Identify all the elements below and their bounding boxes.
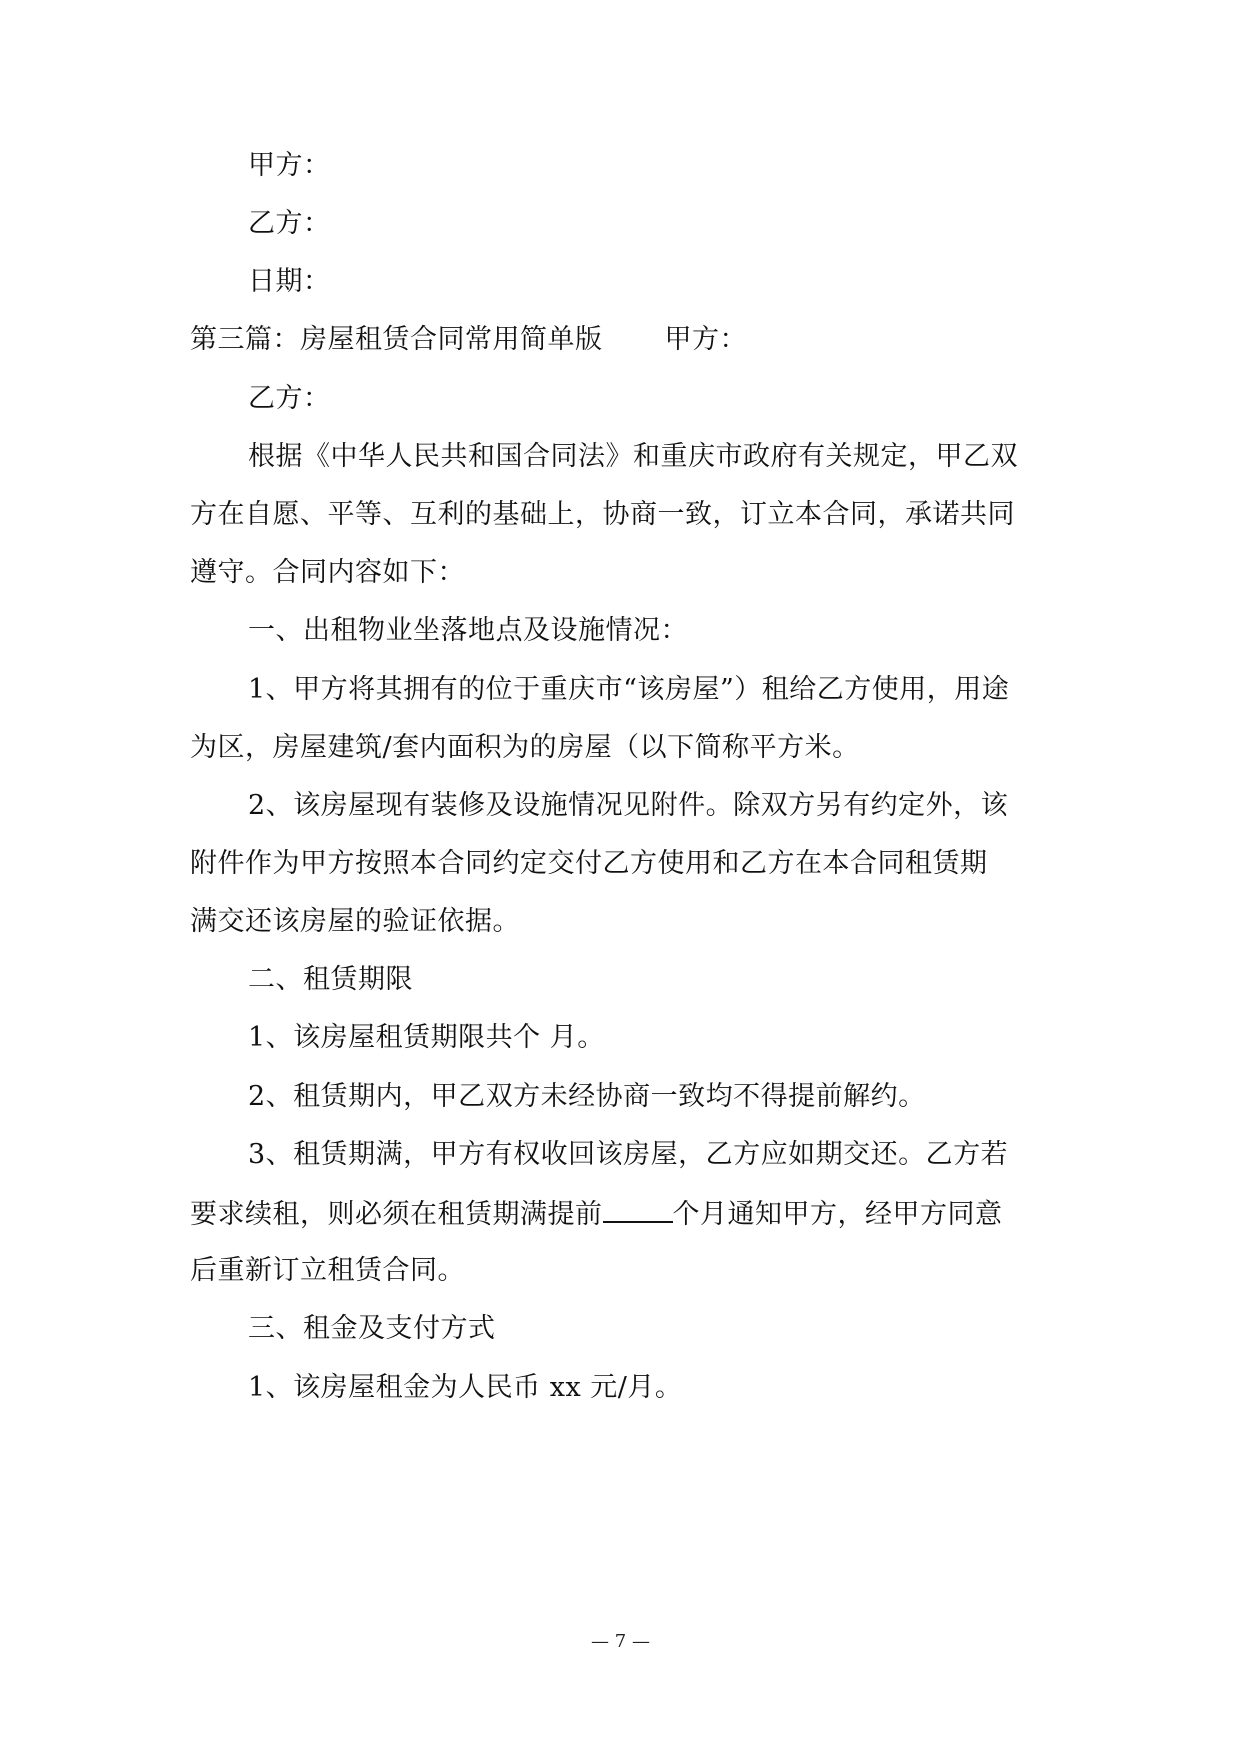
paragraph-line: 附件作为甲方按照本合同约定交付乙方使用和乙方在本合同租赁期: [190, 848, 988, 879]
paragraph-line: 方在自愿、平等、互利的基础上，协商一致，订立本合同，承诺共同: [190, 499, 1015, 530]
section-heading-line: [190, 320, 1070, 360]
paragraph-line: 1、该房屋租金为人民币 xx 元/月。: [248, 1372, 683, 1403]
paragraph-line: 为区，房屋建筑/套内面积为的房屋（以下简称平方米。: [190, 732, 860, 763]
paragraph-line: 1、该房屋租赁期限共个 月。: [248, 1022, 605, 1053]
paragraph-line: 2、该房屋现有装修及设施情况见附件。除双方另有约定外，该: [248, 790, 1009, 821]
party-a-label: 甲方：: [248, 150, 331, 181]
paragraph-line: 3、租赁期满，甲方有权收回该房屋，乙方应如期交还。乙方若: [248, 1139, 1009, 1170]
date-label: 日期：: [248, 266, 331, 297]
paragraph-line: [190, 1193, 1070, 1235]
clause-heading: 三、租金及支付方式: [248, 1313, 496, 1344]
page-number: — 7 —: [591, 1631, 650, 1652]
paragraph-line: 遵守。合同内容如下：: [190, 557, 465, 588]
clause-heading: 一、出租物业坐落地点及设施情况：: [248, 615, 688, 646]
clause-heading: 二、租赁期限: [248, 964, 413, 995]
paragraph-line: 后重新订立租赁合同。: [190, 1255, 465, 1286]
party-a-label-2: 甲方：: [664, 324, 747, 355]
fill-in-blank: [603, 1193, 673, 1223]
paragraph-line: 根据《中华人民共和国合同法》和重庆市政府有关规定，甲乙双: [248, 441, 1018, 472]
paragraph-text: 个月通知甲方，经甲方同意: [672, 1199, 1003, 1230]
paragraph-text: 要求续租，则必须在租赁期满提前: [190, 1199, 603, 1230]
paragraph-line: 满交还该房屋的验证依据。: [190, 906, 520, 937]
party-b-label-2: 乙方：: [248, 383, 331, 414]
party-b-label: 乙方：: [248, 208, 331, 239]
paragraph-line: 2、租赁期内，甲乙双方未经协商一致均不得提前解约。: [248, 1081, 926, 1112]
paragraph-line: 1、甲方将其拥有的位于重庆市“该房屋”）租给乙方使用，用途: [248, 674, 1010, 705]
section-heading: 第三篇：房屋租赁合同常用简单版: [190, 324, 603, 355]
